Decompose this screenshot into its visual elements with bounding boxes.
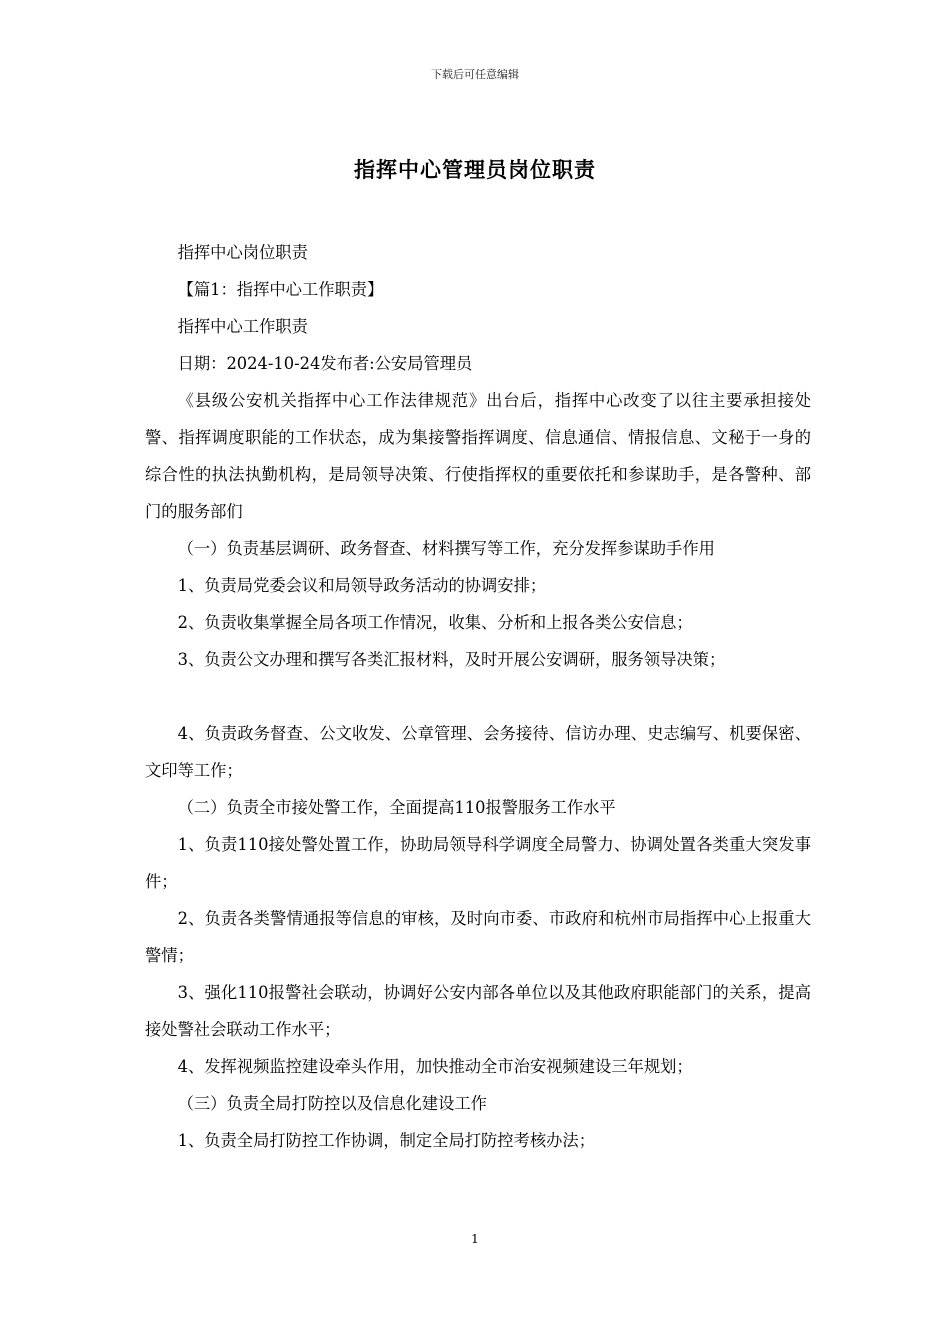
paragraph-part-3-heading: （三）负责全局打防控以及信息化建设工作 bbox=[177, 1094, 487, 1113]
paragraph-item: 4、负责政务督查、公文收发、公章管理、会务接待、信访办理、史志编写、机要保密、文印等工作； bbox=[145, 724, 811, 780]
paragraph-subtitle: 指挥中心工作职责 bbox=[177, 317, 308, 336]
paragraph-part-2-heading: （二）负责全市接处警工作，全面提高110报警服务工作水平 bbox=[177, 798, 616, 817]
paragraph-date-publisher: 日期：2024-10-24发布者:公安局管理员 bbox=[177, 354, 473, 373]
paragraph-item: 1、负责全局打防控工作协调，制定全局打防控考核办法； bbox=[177, 1131, 595, 1150]
paragraph-item: 1、负责110接处警处置工作，协助局领导科学调度全局警力、协调处置各类重大突发事件； bbox=[145, 835, 811, 891]
page-number: 1 bbox=[471, 1232, 479, 1246]
paragraph-item: 2、负责收集掌握全局各项工作情况，收集、分析和上报各类公安信息； bbox=[177, 613, 693, 632]
paragraph-section-heading: 指挥中心岗位职责 bbox=[177, 243, 308, 262]
paragraph-part-1-heading: （一）负责基层调研、政务督查、材料撰写等工作，充分发挥参谋助手作用 bbox=[177, 539, 715, 558]
document-title: 指挥中心管理员岗位职责 bbox=[354, 158, 596, 182]
document-body bbox=[145, 234, 811, 1159]
paragraph-item: 3、负责公文办理和撰写各类汇报材料，及时开展公安调研，服务领导决策； bbox=[177, 650, 726, 669]
paragraph-intro: 《县级公安机关指挥中心工作法律规范》出台后，指挥中心改变了以往主要承担接处警、指挥调度职能的工作状态，成为集接警指挥调度、信息通信、情报信息、文秘于一身的综合性的执法执勤机构，是局领导决策、行使指挥权的重要依托和参谋助手，是各警种、部门的服务部们 bbox=[145, 391, 811, 521]
paragraph-chapter-heading: 【篇1：指挥中心工作职责】 bbox=[177, 280, 384, 299]
paragraph-item: 1、负责局党委会议和局领导政务活动的协调安排； bbox=[177, 576, 547, 595]
paragraph-item: 3、强化110报警社会联动，协调好公安内部各单位以及其他政府职能部门的关系，提高接处警社会联动工作水平； bbox=[145, 983, 811, 1039]
page-header-note: 下载后可任意编辑 bbox=[431, 68, 519, 81]
paragraph-item: 4、发挥视频监控建设牵头作用，加快推动全市治安视频建设三年规划； bbox=[177, 1057, 693, 1076]
paragraph-item: 2、负责各类警情通报等信息的审核，及时向市委、市政府和杭州市局指挥中心上报重大警情； bbox=[145, 909, 811, 965]
